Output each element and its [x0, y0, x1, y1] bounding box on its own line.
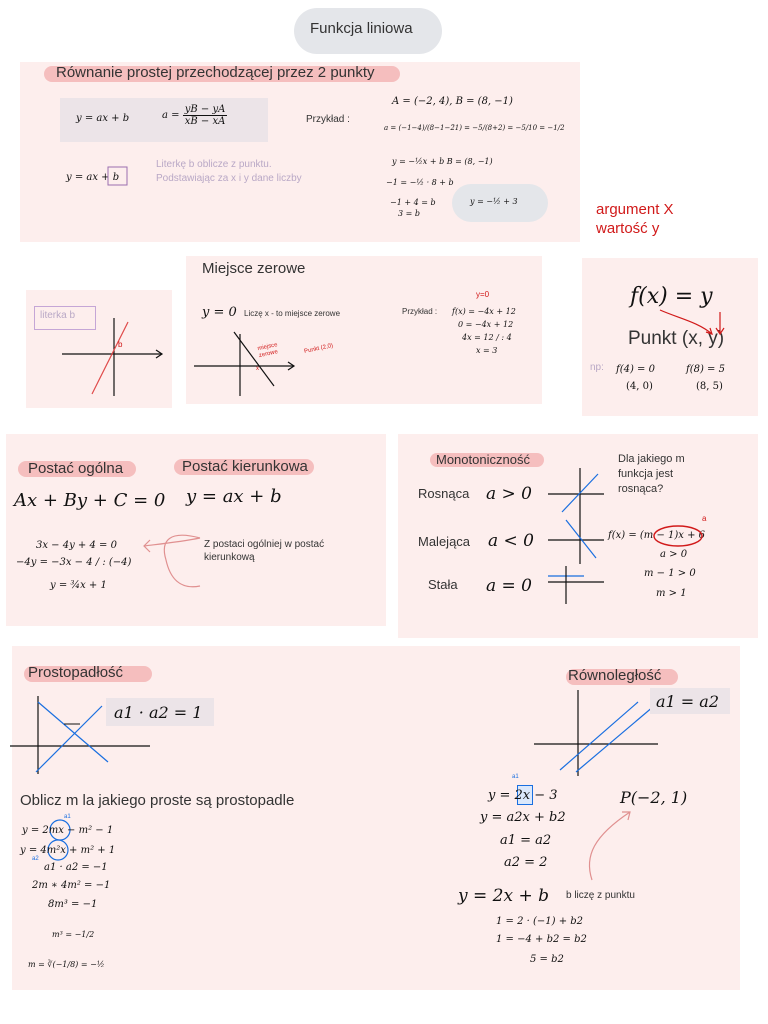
forms-ex-line1: 3x − 4y + 4 = 0 — [36, 540, 117, 551]
par-eq: a1 = a2 — [656, 692, 720, 711]
zero-eq: y = 0 — [202, 305, 237, 320]
example-label-1: Przykład : — [306, 114, 350, 125]
arg-note-line2: wartość y — [596, 220, 660, 237]
zero-ex-line3: 4x = 12 / : 4 — [462, 333, 512, 342]
monotonic-ex-line3: m − 1 > 0 — [644, 568, 696, 579]
function-np: np: — [590, 362, 604, 373]
par-line1: y = 2x − 3 — [488, 788, 558, 803]
monotonic-annot-a: a — [702, 514, 707, 523]
forms-ex-line3: y = ¾x + 1 — [50, 580, 107, 591]
perp-line5: 8m³ = −1 — [48, 899, 98, 910]
dec-graph — [548, 516, 608, 566]
example-result: y = −½ + 3 — [470, 197, 518, 206]
eq-b-box: y = ax + b — [66, 172, 120, 183]
forms-ex-line2: −4y = −3x − 4 / : (−4) — [16, 557, 132, 568]
const-eq: a = 0 — [486, 576, 533, 596]
par-graph — [534, 690, 664, 776]
zero-annot-point: Punkt (2,0) — [303, 343, 334, 355]
zero-annot-mz: miejsce zerowe — [256, 342, 279, 360]
par-arrow — [584, 806, 644, 886]
heading-monotonic: Monotoniczność — [436, 452, 530, 467]
section-zero-heading: Miejsce zerowe — [202, 260, 306, 277]
annot-a1-par: a1 — [512, 774, 519, 780]
literka-b-label: literka b — [40, 310, 76, 321]
zero-ex-line1: f(x) = −4x + 12 — [452, 307, 516, 316]
literka-b-point: b — [118, 340, 123, 349]
heading-general-form: Postać ogólna — [28, 460, 124, 477]
example-line-4: 3 = b — [398, 209, 420, 218]
function-point: Punkt (x, y) — [628, 328, 725, 349]
function-ex2-point: (8, 5) — [696, 381, 723, 392]
perp-task: Oblicz m la jakiego proste są prostopadle — [20, 792, 295, 809]
dec-label: Malejąca — [418, 534, 471, 549]
b-box-outline — [108, 167, 128, 187]
page-title: Funkcja liniowa — [310, 20, 413, 37]
par-line6: 1 = 2 · (−1) + b2 — [496, 916, 584, 927]
zero-note: Liczę x - to miejsce zerowe — [244, 309, 341, 318]
par-point: P(−2, 1) — [620, 788, 688, 807]
zero-annot-x: x — [256, 366, 259, 372]
function-ex1: f(4) = 0 — [616, 364, 655, 375]
function-ex1-point: (4, 0) — [626, 381, 653, 392]
par-line2: y = a2x + b2 — [480, 810, 566, 825]
perp-line2: y = 4m²x + m² + 1 — [20, 845, 116, 856]
par-line5: y = 2x + b — [458, 886, 549, 906]
perp-line6: m³ = −1/2 — [52, 930, 95, 939]
m-minus-1-circle — [652, 524, 708, 548]
monotonic-ex-line2: a > 0 — [660, 549, 688, 560]
annot-a1-perp: a1 — [64, 814, 71, 820]
example-line-3: −1 + 4 = b — [390, 198, 436, 207]
example-line-1: y = −½x + b B = (8, −1) — [392, 157, 493, 166]
zero-annot-y0: y=0 — [476, 290, 490, 299]
monotonic-ex-line1: f(x) = (m − 1)x + 6 — [608, 530, 706, 541]
heading-parallel: Równoległość — [568, 667, 662, 684]
par-note: b liczę z punktu — [566, 890, 635, 901]
forms-arrow — [140, 530, 210, 592]
function-ex2: f(8) = 5 — [686, 364, 725, 375]
perp-eq: a1 · a2 = 1 — [114, 703, 203, 722]
inc-graph — [548, 468, 608, 516]
eq-direction-form: y = ax + b — [186, 486, 282, 507]
monotonic-ex-line4: m > 1 — [656, 588, 687, 599]
b-note: Literkę b oblicze z punktu. Podstawiając za x i y dane liczby — [156, 159, 302, 184]
literka-b-graph — [62, 318, 166, 398]
perp-line3: a1 · a2 = −1 — [44, 862, 108, 873]
perp-line4: 2m ∗ 4m² = −1 — [32, 880, 111, 891]
perp-line7: m = ∛(−1/8) = −½ — [28, 960, 105, 969]
zero-ex-line2: 0 = −4x + 12 — [458, 320, 514, 329]
par-line8: 5 = b2 — [530, 954, 564, 965]
par-line3: a1 = a2 — [500, 833, 552, 848]
function-eq: f(x) = y — [630, 284, 713, 309]
zero-ex-line4: x = 3 — [476, 346, 498, 355]
example-slope: a = (−1−4)/(8−1−2̄1) = −5/(8+2) = −5/10 = −1/2 — [384, 124, 565, 132]
function-arrows — [658, 308, 728, 348]
annot-a2-perp: a2 — [32, 856, 39, 862]
perp-line1: y = 2mx − m² − 1 — [22, 825, 114, 836]
par-line4: a2 = 2 — [504, 855, 548, 870]
inc-label: Rosnąca — [418, 486, 470, 501]
const-graph — [548, 566, 608, 606]
example-line-2: −1 = −½ · 8 + b — [386, 178, 454, 187]
arg-note-line1: argument X — [596, 201, 674, 218]
slope-formula: a = $\frac{yB - yA}{xB - xA}$ — [162, 104, 226, 127]
example-points: A = (−2, 4), B = (8, −1) — [392, 96, 513, 107]
example-label-2: Przykład : — [402, 307, 438, 316]
dec-eq: a < 0 — [488, 531, 535, 551]
heading-perpendicular: Prostopadłość — [28, 664, 124, 681]
eq-basic: y = ax + b — [76, 113, 130, 124]
forms-note: Z postaci ogólniej w postać kierunkową — [204, 539, 325, 563]
inc-eq: a > 0 — [486, 484, 533, 504]
par-line7: 1 = −4 + b2 = b2 — [496, 934, 587, 945]
eq-general-form: Ax + By + C = 0 — [14, 490, 166, 511]
heading-direction-form: Postać kierunkowa — [182, 458, 308, 475]
const-label: Stała — [428, 577, 458, 592]
monotonic-question: Dla jakiego m funkcja jest rosnąca? — [618, 453, 685, 495]
section-two-points-heading: Równanie prostej przechodzącej przez 2 punkty — [56, 64, 375, 81]
